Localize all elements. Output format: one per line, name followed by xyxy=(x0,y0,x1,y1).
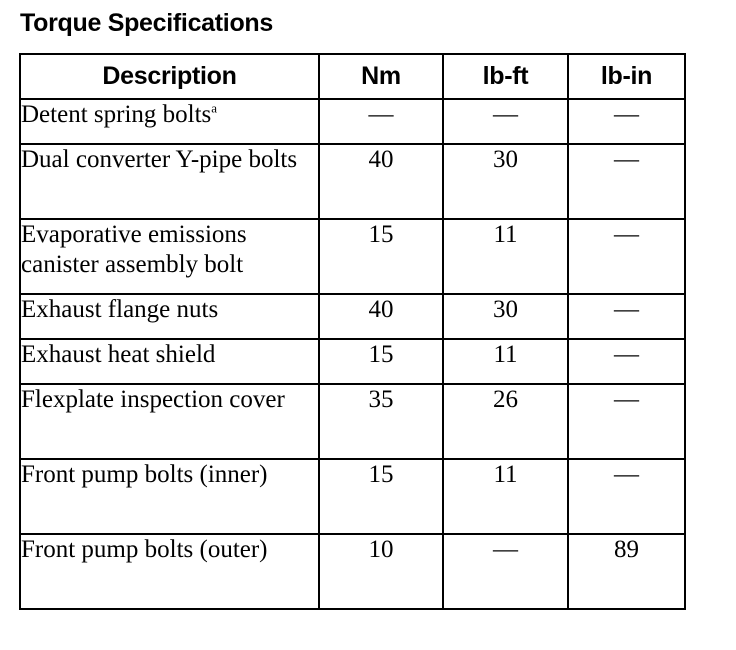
lb-in-cell: — xyxy=(568,99,685,144)
lb-ft-cell: 11 xyxy=(443,459,568,534)
description-cell xyxy=(20,99,319,144)
lb-in-cell: — xyxy=(568,384,685,459)
nm-cell: 35 xyxy=(319,384,443,459)
nm-cell: 10 xyxy=(319,534,443,609)
column-header-lb-ft: lb-ft xyxy=(443,54,568,99)
table-row xyxy=(20,384,685,459)
table-row xyxy=(20,219,685,294)
lb-ft-cell: 11 xyxy=(443,219,568,294)
lb-ft-cell: 30 xyxy=(443,294,568,339)
column-header-nm: Nm xyxy=(319,54,443,99)
footnote-marker: a xyxy=(211,100,218,116)
lb-ft-cell: 26 xyxy=(443,384,568,459)
page-title: Torque Specifications xyxy=(20,9,274,37)
nm-cell: — xyxy=(319,99,443,144)
table-row xyxy=(20,294,685,339)
nm-cell: 15 xyxy=(319,459,443,534)
column-header-description: Description xyxy=(20,54,319,99)
description-cell: Flexplate inspection cover xyxy=(20,384,319,459)
lb-in-cell: — xyxy=(568,219,685,294)
lb-in-cell: — xyxy=(568,294,685,339)
table-row xyxy=(20,144,685,219)
lb-in-cell: — xyxy=(568,144,685,219)
table-row xyxy=(20,99,685,144)
description-cell: Dual converter Y-pipe bolts xyxy=(20,144,319,219)
nm-cell: 40 xyxy=(319,144,443,219)
lb-ft-cell: — xyxy=(443,534,568,609)
nm-cell: 15 xyxy=(319,339,443,384)
description-text: Detent spring bolts xyxy=(21,101,212,128)
description-cell: Front pump bolts (inner) xyxy=(20,459,319,534)
description-cell: Exhaust heat shield xyxy=(20,339,319,384)
table-row xyxy=(20,459,685,534)
lb-in-cell: 89 xyxy=(568,534,685,609)
nm-cell: 40 xyxy=(319,294,443,339)
nm-cell: 15 xyxy=(319,219,443,294)
lb-ft-cell: 30 xyxy=(443,144,568,219)
lb-in-cell: — xyxy=(568,459,685,534)
lb-ft-cell: — xyxy=(443,99,568,144)
table-header-row xyxy=(20,54,685,99)
lb-in-cell: — xyxy=(568,339,685,384)
description-cell: Front pump bolts (outer) xyxy=(20,534,319,609)
column-header-lb-in: lb-in xyxy=(568,54,685,99)
lb-ft-cell: 11 xyxy=(443,339,568,384)
table-row xyxy=(20,339,685,384)
description-cell: Evaporative emissions canister assembly bolt xyxy=(20,219,319,294)
table-row xyxy=(20,534,685,609)
description-cell: Exhaust flange nuts xyxy=(20,294,319,339)
torque-specifications-table xyxy=(19,53,686,610)
